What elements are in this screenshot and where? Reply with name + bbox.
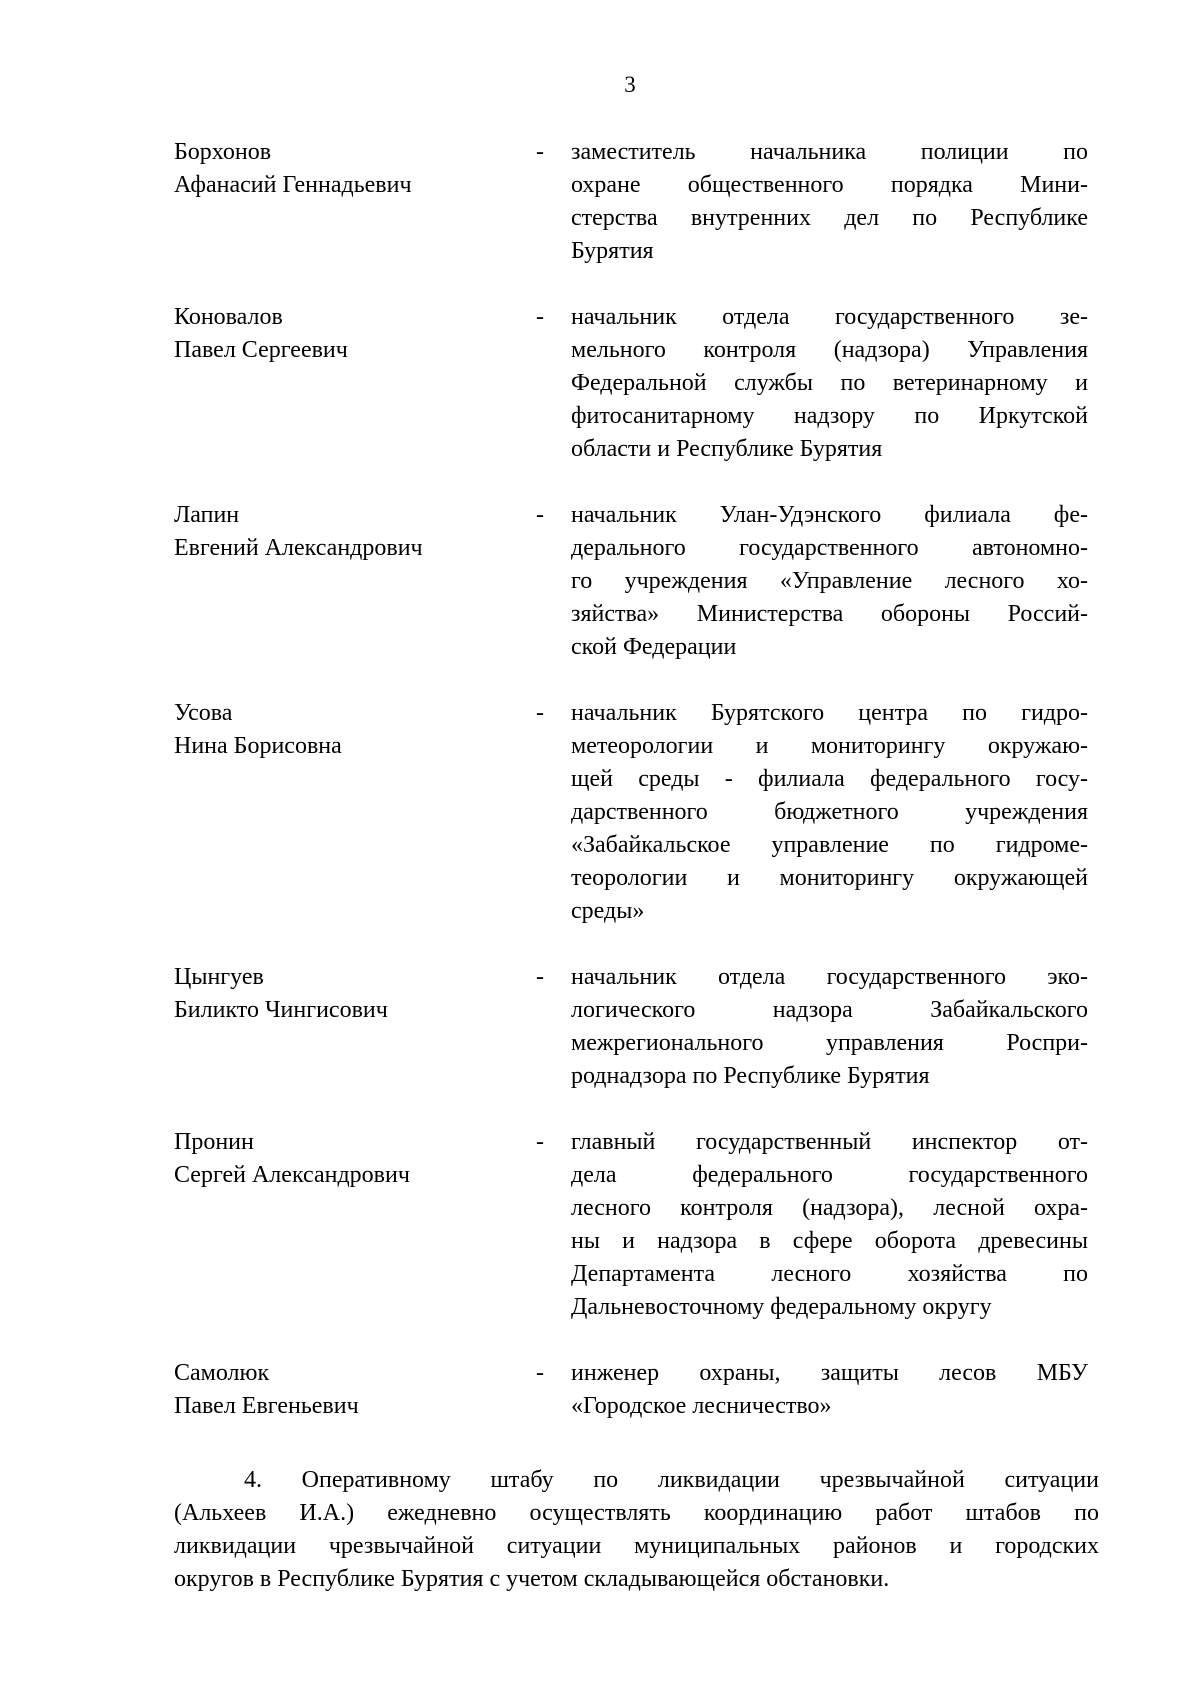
member-surname: Коновалов	[174, 304, 283, 330]
member-position	[571, 1126, 1088, 1324]
page-number: 3	[624, 72, 636, 97]
paragraph-line: округов в Республике Бурятия с учетом складывающейся обстановки.	[174, 1566, 890, 1592]
paragraph-line: ликвидации чрезвычайной ситуации муниципальных районов и городских	[174, 1533, 1099, 1559]
member-given-names: Афанасий Геннадьевич	[174, 172, 412, 198]
paragraph-line: 4. Оперативному штабу по ликвидации чрезвычайной ситуации	[244, 1467, 1099, 1493]
position-line: метеорологии и мониторингу окружаю-	[571, 733, 1088, 759]
clause-paragraph	[174, 1464, 1099, 1596]
member-given-names: Евгений Александрович	[174, 535, 423, 561]
member-name	[174, 136, 514, 202]
position-line: ны и надзора в сфере оборота древесины	[571, 1228, 1088, 1254]
position-line: среды»	[571, 898, 645, 924]
position-line: инженер охраны, защиты лесов МБУ	[571, 1360, 1088, 1386]
position-line: охране общественного порядка Мини-	[571, 172, 1088, 198]
member-name	[174, 1126, 514, 1192]
position-line: начальник отдела государственного зе-	[571, 304, 1088, 330]
position-line: стерства внутренних дел по Республике	[571, 205, 1088, 231]
member-name	[174, 301, 514, 367]
member-position	[571, 697, 1088, 928]
member-given-names: Биликто Чингисович	[174, 997, 388, 1023]
position-line: начальник отдела государственного эко-	[571, 964, 1088, 990]
member-dash: -	[536, 964, 544, 990]
member-surname: Борхонов	[174, 139, 272, 165]
member-position	[571, 961, 1088, 1093]
position-line: дарственного бюджетного учреждения	[571, 799, 1088, 825]
member-dash: -	[536, 700, 544, 726]
member-dash: -	[536, 1129, 544, 1155]
member-given-names: Нина Борисовна	[174, 733, 342, 759]
member-surname: Пронин	[174, 1129, 254, 1155]
position-line: дела федерального государственного	[571, 1162, 1088, 1188]
position-line: Дальневосточному федеральному округу	[571, 1294, 992, 1320]
position-line: фитосанитарному надзору по Иркутской	[571, 403, 1088, 429]
member-surname: Лапин	[174, 502, 240, 528]
position-line: «Забайкальское управление по гидроме-	[571, 832, 1088, 858]
position-line: дерального государственного автономно-	[571, 535, 1088, 561]
member-surname: Усова	[174, 700, 233, 726]
position-line: межрегионального управления Роспри-	[571, 1030, 1088, 1056]
position-line: логического надзора Забайкальского	[571, 997, 1088, 1023]
member-dash: -	[536, 502, 544, 528]
member-position	[571, 1357, 1088, 1423]
position-line: роднадзора по Республике Бурятия	[571, 1063, 930, 1089]
member-given-names: Павел Евгеньевич	[174, 1393, 359, 1419]
member-dash: -	[536, 1360, 544, 1386]
position-line: мельного контроля (надзора) Управления	[571, 337, 1088, 363]
position-line: лесного контроля (надзора), лесной охра-	[571, 1195, 1088, 1221]
member-name	[174, 499, 514, 565]
member-name	[174, 961, 514, 1027]
member-position	[571, 136, 1088, 268]
member-name	[174, 1357, 514, 1423]
position-line: зяйства» Министерства обороны Россий-	[571, 601, 1088, 627]
member-name	[174, 697, 514, 763]
position-line: Федеральной службы по ветеринарному и	[571, 370, 1088, 396]
position-line: «Городское лесничество»	[571, 1393, 832, 1419]
position-line: теорологии и мониторингу окружающей	[571, 865, 1088, 891]
position-line: главный государственный инспектор от-	[571, 1129, 1088, 1155]
member-dash: -	[536, 304, 544, 330]
position-line: щей среды - филиала федерального госу-	[571, 766, 1088, 792]
member-surname: Самолюк	[174, 1360, 270, 1386]
position-line: го учреждения «Управление лесного хо-	[571, 568, 1088, 594]
member-surname: Цынгуев	[174, 964, 264, 990]
member-dash: -	[536, 139, 544, 165]
member-given-names: Павел Сергеевич	[174, 337, 348, 363]
position-line: начальник Улан-Удэнского филиала фе-	[571, 502, 1088, 528]
position-line: заместитель начальника полиции по	[571, 139, 1088, 165]
member-position	[571, 499, 1088, 664]
position-line: области и Республике Бурятия	[571, 436, 883, 462]
position-line: начальник Бурятского центра по гидро-	[571, 700, 1088, 726]
position-line: Департамента лесного хозяйства по	[571, 1261, 1088, 1287]
position-line: Бурятия	[571, 238, 654, 264]
member-position	[571, 301, 1088, 466]
position-line: ской Федерации	[571, 634, 737, 660]
paragraph-line: (Альхеев И.А.) ежедневно осуществлять координацию работ штабов по	[174, 1500, 1099, 1526]
member-given-names: Сергей Александрович	[174, 1162, 410, 1188]
